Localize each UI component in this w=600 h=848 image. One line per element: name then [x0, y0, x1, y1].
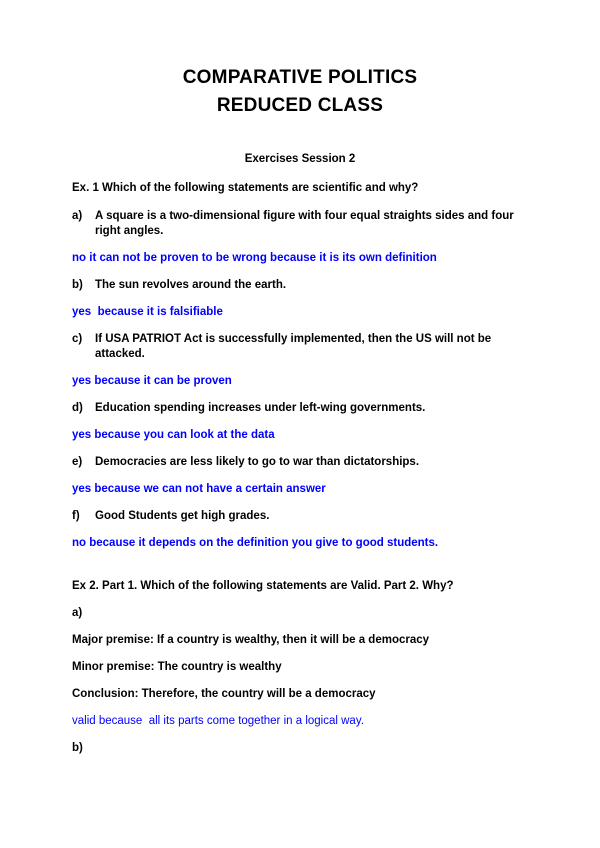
- item-label: d): [72, 402, 83, 414]
- document-title: [72, 64, 528, 120]
- exercise1-item: [72, 509, 528, 524]
- exercise1-item: [72, 455, 528, 470]
- document-title-line-1: COMPARATIVE POLITICS: [182, 67, 418, 88]
- answer-text: yes because you can look at the data: [72, 429, 275, 441]
- exercise1-item: [72, 332, 528, 362]
- item-label: c): [72, 333, 83, 345]
- exercise2-part-b-label: b): [72, 742, 83, 754]
- answer-text: no it can not be proven to be wrong because it is its own definition: [72, 252, 437, 264]
- exercise2-heading: Ex 2. Part 1. Which of the following statements are Valid. Part 2. Why?: [72, 580, 454, 592]
- exercise2-section: [72, 579, 528, 756]
- statement-text: Good Students get high grades.: [95, 510, 270, 522]
- item-label: b): [72, 279, 83, 291]
- statement-text: The sun revolves around the earth.: [95, 279, 287, 291]
- exercise2-part-a-label: a): [72, 607, 83, 619]
- statement-text: A square is a two-dimensional figure with four equal straights sides and four right angles.: [95, 210, 514, 237]
- major-premise: Major premise: If a country is wealthy, then it will be a democracy: [72, 634, 430, 646]
- document-title-line-2: REDUCED CLASS: [216, 95, 384, 116]
- statement-text: If USA PATRIOT Act is successfully implemented, then the US will not be attacked.: [95, 333, 492, 360]
- answer-text: yes because it is falsifiable: [72, 306, 223, 318]
- answer-text: no because it depends on the definition you give to good students.: [72, 537, 439, 549]
- answer-text: valid because all its parts come together in a logical way.: [72, 715, 364, 727]
- exercise1-item: [72, 209, 528, 239]
- exercise1-item: [72, 278, 528, 293]
- conclusion: Conclusion: Therefore, the country will be a democracy: [72, 688, 376, 700]
- item-label: a): [72, 210, 83, 222]
- statement-text: Education spending increases under left-wing governments.: [95, 402, 426, 414]
- statement-text: Democracies are less likely to go to war than dictatorships.: [95, 456, 420, 468]
- item-label: e): [72, 456, 83, 468]
- item-label: f): [72, 510, 80, 522]
- answer-text: yes because we can not have a certain answer: [72, 483, 326, 495]
- answer-text: yes because it can be proven: [72, 375, 232, 387]
- exercise1-item: [72, 401, 528, 416]
- minor-premise: Minor premise: The country is wealthy: [72, 661, 282, 673]
- section-heading: Exercises Session 2: [244, 153, 356, 165]
- exercise1-heading: Ex. 1 Which of the following statements are scientific and why?: [72, 182, 419, 194]
